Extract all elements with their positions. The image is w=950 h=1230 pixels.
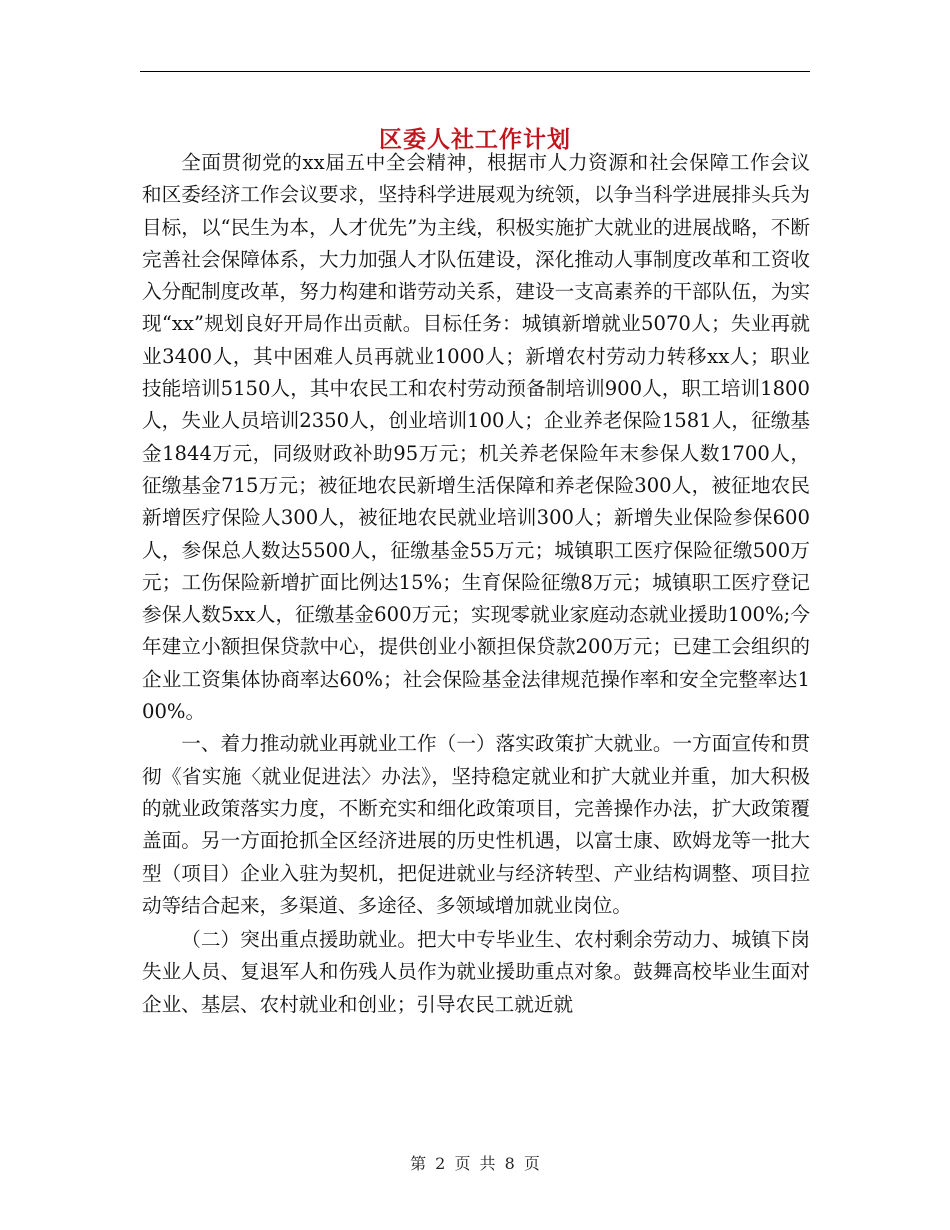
- document-body: [142, 147, 810, 1021]
- paragraph-intro: 全面贯彻党的xx届五中全会精神，根据市人力资源和社会保障工作会议和区委经济工作会议要求，坚持科学进展观为统领，以争当科学进展排头兵为目标，以“民生为本，人才优先”为主线，积极实施扩大就业的进展战略，不断完善社会保障体系，大力加强人才队伍建设，深化推动人事制度改革和工资收入分配制度改革，努力构建和谐劳动关系，建设一支高素养的干部队伍，为实现“xx”规划良好开局作出贡献。目标任务：城镇新增就业5070人；失业再就业3400人，其中困难人员再就业1000人；新增农村劳动力转移xx人；职业技能培训5150人，其中农民工和农村劳动预备制培训900人，职工培训1800人，失业人员培训2350人，创业培训100人；企业养老保险1581人，征缴基金1844万元，同级财政补助95万元；机关养老保险年末参保人数1700人，征缴基金715万元；被征地农民新增生活保障和养老保险300人，被征地农民新增医疗保险人300人，被征地农民就业培训300人；新增失业保险参保600人，参保总人数达5500人，征缴基金55万元；城镇职工医疗保险征缴500万元；工伤保险新增扩面比例达15%；生育保险征缴8万元；城镇职工医疗登记参保人数5xx人，征缴基金600万元；实现零就业家庭动态就业援助100%;今年建立小额担保贷款中心，提供创业小额担保贷款200万元；已建工会组织的企业工资集体协商率达60%；社会保险基金法律规范操作率和安全完整率达100%。: [142, 151, 810, 724]
- document-title: 区委人社工作计划: [379, 126, 571, 154]
- header-rule: [140, 71, 810, 72]
- page-number: 第 2 页 共 8 页: [410, 1154, 540, 1173]
- paragraph-section-two: （二）突出重点援助就业。把大中专毕业生、农村剩余劳动力、城镇下岗失业人员、复退军人和伤残人员作为就业援助重点对象。鼓舞高校毕业生面对企业、基层、农村就业和创业；引导农民工就近就: [142, 928, 810, 1016]
- paragraph-section-one: 一、着力推动就业再就业工作（一）落实政策扩大就业。一方面宣传和贯彻《省实施〈就业促进法〉办法》，坚持稳定就业和扩大就业并重，加大积极的就业政策落实力度，不断充实和细化政策项目，完善操作办法，扩大政策覆盖面。另一方面抢抓全区经济进展的历史性机遇，以富士康、欧姆龙等一批大型（项目）企业入驻为契机，把促进就业与经济转型、产业结构调整、项目拉动等结合起来，多渠道、多途径、多领域增加就业岗位。: [142, 732, 810, 917]
